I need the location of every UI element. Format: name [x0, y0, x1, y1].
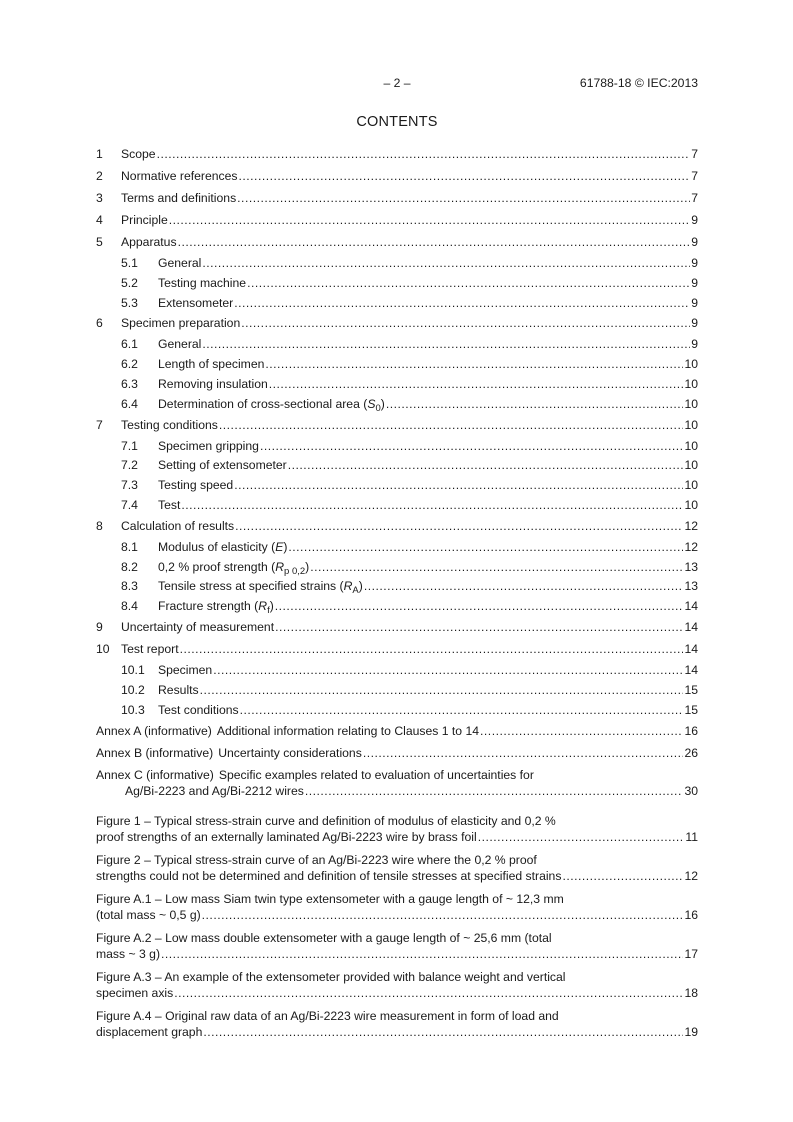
figure-caption-line-2 [96, 986, 698, 1002]
toc-entry-page: 12 [684, 518, 698, 533]
toc-entry-page: 10 [684, 478, 698, 493]
toc-entry-title [121, 166, 238, 186]
dot-leader [234, 476, 683, 495]
toc-entry-number: 8.2 [121, 559, 138, 574]
dot-leader [288, 538, 683, 557]
toc-entry-title [158, 294, 233, 313]
toc-entry-number: 7.1 [121, 438, 138, 453]
toc-entry-title-suffix: ) [305, 559, 310, 574]
toc-subentry[interactable] [96, 456, 698, 476]
toc-entry-number: 10.2 [121, 682, 145, 697]
dot-leader [178, 232, 691, 252]
toc-entry-title [158, 254, 201, 273]
toc-entry-number: 5.3 [121, 295, 138, 310]
toc-entry-title-text: Tensile stress at specified strains ( [158, 579, 344, 594]
annex-entry[interactable] [96, 768, 698, 799]
figure-caption-line-1: Figure A.4 – Original raw data of an Ag/Bi-2223 wire measurement in form of load and [96, 1009, 559, 1023]
toc-entry-page: 7 [691, 191, 698, 205]
toc-entry-title [121, 144, 156, 164]
toc-subentry[interactable] [96, 496, 698, 516]
toc-entry-number: 6 [96, 316, 103, 331]
toc-entry-number: 6.2 [121, 357, 138, 372]
toc-entry-number: 3 [96, 191, 103, 205]
toc-entry-page: 10 [684, 497, 698, 512]
dot-leader [235, 516, 683, 536]
toc-entry[interactable] [96, 639, 698, 661]
toc-entry-title [121, 232, 177, 252]
contents-title: CONTENTS [356, 114, 438, 130]
document-reference: 61788-18 © IEC:2013 [579, 76, 698, 90]
toc-entry-page: 14 [684, 662, 698, 677]
table-of-contents [96, 144, 698, 799]
figure-entry[interactable] [96, 892, 698, 923]
toc-entry-title [121, 617, 274, 637]
toc-entry-number: 7.2 [121, 458, 138, 473]
toc-entry-number: 6.3 [121, 376, 138, 391]
figure-caption-line-1: Figure 1 – Typical stress-strain curve and definition of modulus of elasticity and 0,2 % [96, 814, 556, 828]
toc-entry-title [158, 681, 199, 700]
figure-caption-line-1: Figure 2 – Typical stress-strain curve of an Ag/Bi-2223 wire where the 0,2 % proof [96, 853, 537, 867]
toc-entry-page: 14 [684, 619, 698, 634]
toc-entry-title [121, 210, 168, 230]
dot-leader [213, 661, 683, 680]
toc-entry-number: 7 [96, 417, 103, 432]
toc-subentry[interactable] [96, 538, 698, 558]
figure-caption-line-2 [96, 830, 698, 846]
toc-entry-symbol: E [275, 539, 284, 554]
toc-subentry[interactable] [96, 681, 698, 701]
toc-entry-title-text: Test [158, 497, 181, 512]
toc-entry[interactable] [96, 210, 698, 232]
dot-leader [305, 784, 684, 800]
toc-entry-page: 14 [684, 599, 698, 614]
toc-subentry[interactable] [96, 335, 698, 355]
toc-entry-subscript: f [267, 605, 270, 617]
toc-entry-page: 13 [684, 559, 698, 574]
toc-entry-title-text: Test conditions [158, 702, 239, 717]
toc-entry-title-text: Testing machine [158, 275, 247, 290]
dot-leader [364, 577, 684, 596]
toc-entry-page: 10 [684, 458, 698, 473]
toc-entry-number: 8 [96, 518, 103, 533]
toc-entry-title [158, 395, 385, 414]
toc-entry-title-text: Normative references [121, 169, 238, 183]
toc-entry-page: 10 [684, 438, 698, 453]
toc-entry-page: 13 [684, 579, 698, 594]
dot-leader [480, 721, 683, 741]
figure-entry[interactable] [96, 814, 698, 845]
toc-entry-title-text: Fracture strength ( [158, 599, 259, 614]
dot-leader [180, 639, 684, 659]
annex-entry[interactable] [96, 721, 698, 743]
toc-entry-page: 9 [691, 295, 698, 310]
toc-entry-page: 15 [684, 682, 698, 697]
dot-leader [478, 830, 685, 846]
toc-entry-title [158, 375, 268, 394]
toc-subentry[interactable] [96, 558, 698, 578]
toc-subentry[interactable] [96, 294, 698, 314]
page-number: – 2 – [383, 76, 411, 90]
toc-entry[interactable] [96, 516, 698, 538]
toc-entry-title-text: Setting of extensometer [158, 458, 287, 473]
toc-entry-title-text: Test report [121, 641, 179, 656]
toc-subentry[interactable] [96, 375, 698, 395]
toc-subentry[interactable] [96, 437, 698, 457]
figure-caption-continued: specimen axis [96, 985, 174, 1000]
toc-entry-number: 8.3 [121, 579, 138, 594]
toc-entry[interactable] [96, 188, 698, 210]
toc-entry-title-text: Testing speed [158, 478, 234, 493]
toc-entry-title-suffix: ) [269, 599, 274, 614]
dot-leader [260, 437, 683, 456]
toc-entry-number: 10 [96, 641, 110, 656]
figure-caption-line-1: Figure A.1 – Low mass Siam twin type extensometer with a gauge length of ~ 12,3 mm [96, 892, 564, 906]
annex-title: Specific examples related to evaluation of uncertainties for [218, 768, 534, 783]
annex-page: 26 [684, 746, 698, 761]
dot-leader [203, 1025, 683, 1041]
annex-page: 16 [684, 724, 698, 739]
toc-entry-number: 6.4 [121, 396, 138, 411]
toc-subentry[interactable] [96, 395, 698, 415]
toc-entry-title [158, 437, 259, 456]
toc-entry[interactable] [96, 617, 698, 639]
toc-entry-page: 9 [691, 337, 698, 352]
figure-entry[interactable] [96, 853, 698, 884]
annex-title-continued: Ag/Bi-2223 and Ag/Bi-2212 wires [125, 783, 304, 798]
dot-leader [288, 456, 684, 475]
toc-entry-page: 7 [691, 147, 698, 161]
figure-page: 18 [684, 985, 698, 1000]
toc-entry[interactable] [96, 313, 698, 335]
page-header [96, 76, 698, 94]
toc-entry-number: 1 [96, 147, 103, 161]
toc-entry-title-text: General [158, 256, 202, 270]
toc-entry-number: 5.1 [121, 256, 138, 270]
toc-entry[interactable] [96, 144, 698, 166]
annex-line-1 [96, 768, 698, 784]
toc-entry-title-suffix: ) [358, 579, 363, 594]
toc-entry-page: 7 [691, 169, 698, 183]
dot-leader [202, 335, 690, 354]
toc-subentry[interactable] [96, 701, 698, 721]
dot-leader [241, 313, 690, 333]
toc-entry-page: 10 [684, 376, 698, 391]
figure-caption-continued: displacement graph [96, 1024, 203, 1039]
list-of-figures [96, 814, 698, 1048]
toc-entry-page: 9 [691, 275, 698, 290]
toc-entry-page: 9 [691, 256, 698, 270]
toc-entry-title [158, 701, 239, 720]
toc-entry-title-text: Length of specimen [158, 357, 265, 372]
toc-entry-page: 14 [684, 641, 698, 656]
toc-entry-title-text: Results [158, 682, 199, 697]
toc-entry-title [158, 476, 233, 495]
toc-entry-title [158, 577, 363, 596]
figure-page: 11 [685, 829, 698, 844]
dot-leader [169, 210, 690, 230]
dot-leader [174, 986, 683, 1002]
toc-entry-title-text: Extensometer [158, 295, 234, 310]
toc-entry-title [121, 313, 240, 333]
toc-entry-title-text: Specimen preparation [121, 316, 241, 331]
toc-entry-page: 9 [691, 316, 698, 331]
toc-entry[interactable] [96, 232, 698, 254]
toc-subentry[interactable] [96, 355, 698, 375]
figure-entry[interactable] [96, 931, 698, 962]
toc-entry[interactable] [96, 166, 698, 188]
figure-entry[interactable] [96, 1009, 698, 1040]
figure-caption-line-2 [96, 947, 698, 963]
toc-entry-title-text: Scope [121, 147, 156, 161]
figure-caption-line-2 [96, 869, 698, 885]
annex-list [96, 721, 698, 799]
toc-entry-title-text: Apparatus [121, 235, 177, 249]
annex-label: Annex B (informative) [96, 746, 214, 761]
dot-leader [386, 395, 684, 414]
dot-leader [275, 617, 683, 637]
toc-entry-title-text: Terms and definitions [121, 191, 237, 205]
dot-leader [181, 496, 683, 515]
toc-subentry[interactable] [96, 254, 698, 274]
dot-leader [562, 869, 683, 885]
figure-caption-continued: (total mass ~ 0,5 g) [96, 907, 201, 922]
figure-page: 17 [684, 946, 698, 961]
toc-entry-number: 5.2 [121, 275, 138, 290]
dot-leader [157, 144, 691, 164]
toc-entry-symbol: R [258, 599, 268, 614]
toc-entry-title [158, 274, 246, 293]
toc-entry-title [158, 558, 309, 577]
toc-entry-page: 9 [691, 235, 698, 249]
toc-entry-title-text: 0,2 % proof strength ( [158, 559, 276, 574]
figure-entry[interactable] [96, 970, 698, 1001]
toc-entry-page: 15 [684, 702, 698, 717]
toc-subentry[interactable] [96, 597, 698, 617]
toc-entry-number: 7.4 [121, 497, 138, 512]
dot-leader [234, 294, 690, 313]
annex-title: Additional information relating to Clauses 1 to 14 [216, 724, 480, 739]
toc-entry-title [158, 335, 201, 354]
toc-entry-title [121, 415, 218, 435]
toc-entry-page: 10 [684, 357, 698, 372]
figure-caption-continued: proof strengths of an externally laminated Ag/Bi-2223 wire by brass foil [96, 829, 477, 844]
annex-title: Uncertainty considerations [218, 746, 362, 761]
toc-entry-number: 9 [96, 619, 103, 634]
toc-entry-number: 2 [96, 169, 103, 183]
toc-entry-number: 6.1 [121, 337, 138, 352]
dot-leader [275, 597, 684, 616]
toc-entry-number: 5 [96, 235, 103, 249]
toc-entry-title-text: Modulus of elasticity ( [158, 539, 276, 554]
dot-leader [237, 188, 690, 208]
dot-leader [200, 681, 684, 700]
dot-leader [202, 908, 684, 924]
toc-entry-number: 7.3 [121, 478, 138, 493]
toc-entry-title-text: Calculation of results [121, 518, 235, 533]
figure-caption-line-2 [96, 908, 698, 924]
toc-subentry[interactable] [96, 274, 698, 294]
dot-leader [363, 743, 684, 763]
dot-leader [265, 355, 683, 374]
dot-leader [219, 415, 684, 435]
toc-subentry[interactable] [96, 661, 698, 681]
dot-leader [161, 947, 683, 963]
annex-page: 30 [684, 783, 698, 798]
toc-entry-title [158, 456, 287, 475]
annex-label: Annex C (informative) [96, 768, 214, 783]
figure-page: 19 [684, 1024, 698, 1039]
toc-entry-title-text: Specimen gripping [158, 438, 259, 453]
toc-entry-subscript: 0 [375, 402, 381, 414]
toc-entry-title [158, 355, 264, 374]
toc-entry[interactable] [96, 415, 698, 437]
figure-page: 16 [684, 907, 698, 922]
toc-subentry[interactable] [96, 476, 698, 496]
toc-entry-title-text: Removing insulation [158, 376, 268, 391]
toc-entry-page: 9 [691, 213, 698, 227]
toc-entry-number: 10.1 [121, 662, 145, 677]
toc-entry-title-text: Uncertainty of measurement [121, 619, 275, 634]
toc-entry-page: 12 [684, 539, 698, 554]
dot-leader [240, 701, 684, 720]
toc-entry-title [121, 188, 236, 208]
toc-entry-page: 10 [684, 417, 698, 432]
figure-caption-line-1: Figure A.2 – Low mass double extensometer with a gauge length of ~ 25,6 mm (total [96, 931, 552, 945]
toc-entry-title [158, 496, 180, 515]
annex-line-2 [96, 784, 698, 800]
figure-caption-continued: mass ~ 3 g) [96, 946, 161, 961]
dot-leader [310, 558, 683, 577]
dot-leader [239, 166, 691, 186]
dot-leader [247, 274, 690, 293]
annex-label: Annex A (informative) [96, 724, 212, 739]
figure-page: 12 [684, 868, 698, 883]
toc-entry-title-text: General [158, 337, 202, 352]
toc-entry-number: 8.1 [121, 539, 138, 554]
toc-entry-subscript: p 0,2 [284, 565, 306, 577]
toc-entry-title-suffix: ) [283, 539, 288, 554]
figure-caption-line-1: Figure A.3 – An example of the extensometer provided with balance weight and vertical [96, 970, 566, 984]
toc-entry-symbol: R [343, 579, 353, 594]
toc-entry-title [121, 516, 234, 536]
toc-entry-title [158, 597, 274, 616]
toc-entry-title-suffix: ) [380, 396, 385, 411]
figure-caption-continued: strengths could not be determined and definition of tensile stresses at specified strains [96, 868, 562, 883]
annex-entry[interactable] [96, 743, 698, 765]
dot-leader [202, 254, 690, 273]
toc-entry-number: 4 [96, 213, 103, 227]
toc-entry-title [158, 661, 212, 680]
toc-subentry[interactable] [96, 577, 698, 597]
toc-entry-title-text: Specimen [158, 662, 213, 677]
toc-entry-page: 10 [684, 396, 698, 411]
toc-entry-symbol: S [367, 396, 376, 411]
toc-entry-title [121, 639, 179, 659]
figure-caption-line-2 [96, 1025, 698, 1041]
toc-entry-title-text: Testing conditions [121, 417, 218, 432]
toc-entry-subscript: A [352, 585, 359, 597]
toc-entry-number: 8.4 [121, 599, 138, 614]
toc-entry-number: 10.3 [121, 702, 145, 717]
toc-entry-title-text: Principle [121, 213, 168, 227]
dot-leader [269, 375, 684, 394]
toc-entry-title-text: Determination of cross-sectional area ( [158, 396, 368, 411]
toc-entry-title [158, 538, 287, 557]
toc-entry-symbol: R [275, 559, 285, 574]
